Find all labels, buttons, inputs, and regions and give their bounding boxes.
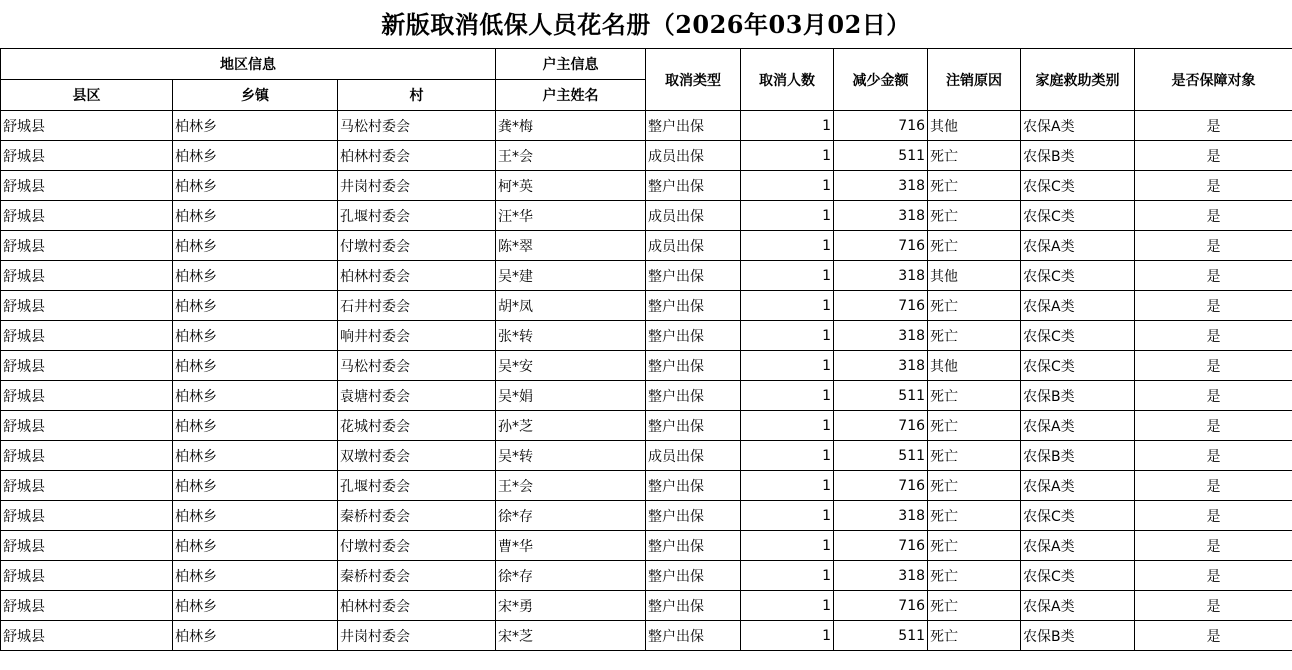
cell-cancel-count: 1 <box>741 591 834 621</box>
cell-cancel-reason: 死亡 <box>928 171 1021 201</box>
cell-cancel-type: 整户出保 <box>646 501 741 531</box>
cell-head-name: 胡*凤 <box>496 291 646 321</box>
cell-cancel-reason: 死亡 <box>928 441 1021 471</box>
cell-county: 舒城县 <box>1 111 173 141</box>
table-row <box>1 561 1292 591</box>
cell-cancel-type: 成员出保 <box>646 441 741 471</box>
table-row <box>1 621 1292 651</box>
cell-is-protected: 是 <box>1135 261 1292 291</box>
page-title: 新版取消低保人员花名册（2026年03月02日） <box>381 10 911 39</box>
cell-reduce-amount: 318 <box>834 171 928 201</box>
cell-town: 柏林乡 <box>173 201 338 231</box>
cell-head-name: 宋*勇 <box>496 591 646 621</box>
cell-aid-category: 农保C类 <box>1021 321 1135 351</box>
table-row <box>1 321 1292 351</box>
cell-village: 柏林村委会 <box>338 261 496 291</box>
cell-town: 柏林乡 <box>173 411 338 441</box>
cell-cancel-count: 1 <box>741 441 834 471</box>
cell-head-name: 龚*梅 <box>496 111 646 141</box>
cell-town: 柏林乡 <box>173 561 338 591</box>
cell-is-protected: 是 <box>1135 531 1292 561</box>
cell-county: 舒城县 <box>1 141 173 171</box>
table-row <box>1 441 1292 471</box>
table-row <box>1 201 1292 231</box>
cell-cancel-count: 1 <box>741 351 834 381</box>
table-row <box>1 411 1292 441</box>
cell-head-name: 曹*华 <box>496 531 646 561</box>
cell-town: 柏林乡 <box>173 501 338 531</box>
table-row <box>1 291 1292 321</box>
table-row <box>1 261 1292 291</box>
table-row <box>1 531 1292 561</box>
cell-is-protected: 是 <box>1135 141 1292 171</box>
cell-village: 孔堰村委会 <box>338 471 496 501</box>
cell-aid-category: 农保A类 <box>1021 591 1135 621</box>
cell-head-name: 张*转 <box>496 321 646 351</box>
table-row <box>1 231 1292 261</box>
cell-is-protected: 是 <box>1135 351 1292 381</box>
cell-head-name: 宋*芝 <box>496 621 646 651</box>
cell-town: 柏林乡 <box>173 291 338 321</box>
cell-head-name: 王*会 <box>496 471 646 501</box>
cell-cancel-count: 1 <box>741 381 834 411</box>
cell-cancel-count: 1 <box>741 531 834 561</box>
cell-cancel-reason: 死亡 <box>928 381 1021 411</box>
cell-cancel-type: 成员出保 <box>646 201 741 231</box>
cell-cancel-count: 1 <box>741 501 834 531</box>
cell-reduce-amount: 511 <box>834 381 928 411</box>
cell-aid-category: 农保B类 <box>1021 381 1135 411</box>
cell-reduce-amount: 716 <box>834 111 928 141</box>
cell-is-protected: 是 <box>1135 321 1292 351</box>
cell-cancel-type: 整户出保 <box>646 291 741 321</box>
cell-county: 舒城县 <box>1 471 173 501</box>
cell-aid-category: 农保A类 <box>1021 411 1135 441</box>
cell-village: 石井村委会 <box>338 291 496 321</box>
cell-reduce-amount: 318 <box>834 561 928 591</box>
cell-cancel-count: 1 <box>741 561 834 591</box>
cell-reduce-amount: 318 <box>834 501 928 531</box>
cell-county: 舒城县 <box>1 321 173 351</box>
cell-county: 舒城县 <box>1 261 173 291</box>
header-cancel-count: 取消人数 <box>741 49 834 111</box>
cell-reduce-amount: 716 <box>834 231 928 261</box>
cell-is-protected: 是 <box>1135 381 1292 411</box>
cell-village: 袁塘村委会 <box>338 381 496 411</box>
cell-is-protected: 是 <box>1135 441 1292 471</box>
cell-aid-category: 农保B类 <box>1021 141 1135 171</box>
cell-county: 舒城县 <box>1 231 173 261</box>
cell-cancel-type: 整户出保 <box>646 531 741 561</box>
cell-village: 马松村委会 <box>338 351 496 381</box>
header-head-group: 户主信息 <box>496 49 646 80</box>
cell-cancel-count: 1 <box>741 321 834 351</box>
cell-head-name: 吴*安 <box>496 351 646 381</box>
cell-cancel-reason: 死亡 <box>928 411 1021 441</box>
cell-cancel-type: 整户出保 <box>646 591 741 621</box>
cell-village: 井岗村委会 <box>338 171 496 201</box>
cell-reduce-amount: 716 <box>834 411 928 441</box>
cell-cancel-count: 1 <box>741 201 834 231</box>
cell-village: 柏林村委会 <box>338 591 496 621</box>
cell-is-protected: 是 <box>1135 171 1292 201</box>
cell-is-protected: 是 <box>1135 591 1292 621</box>
cell-county: 舒城县 <box>1 561 173 591</box>
cell-county: 舒城县 <box>1 621 173 651</box>
cell-head-name: 孙*芝 <box>496 411 646 441</box>
cell-reduce-amount: 318 <box>834 351 928 381</box>
cell-reduce-amount: 511 <box>834 621 928 651</box>
table-row <box>1 141 1292 171</box>
header-county: 县区 <box>1 80 173 111</box>
cell-cancel-type: 整户出保 <box>646 351 741 381</box>
cell-aid-category: 农保A类 <box>1021 471 1135 501</box>
cell-cancel-reason: 死亡 <box>928 201 1021 231</box>
cell-is-protected: 是 <box>1135 501 1292 531</box>
cell-cancel-type: 整户出保 <box>646 561 741 591</box>
cell-village: 井岗村委会 <box>338 621 496 651</box>
cell-cancel-type: 整户出保 <box>646 381 741 411</box>
header-cancel-type: 取消类型 <box>646 49 741 111</box>
cell-reduce-amount: 716 <box>834 531 928 561</box>
cell-is-protected: 是 <box>1135 561 1292 591</box>
cell-town: 柏林乡 <box>173 141 338 171</box>
cell-village: 付墩村委会 <box>338 231 496 261</box>
table-row <box>1 591 1292 621</box>
cell-town: 柏林乡 <box>173 321 338 351</box>
cell-is-protected: 是 <box>1135 621 1292 651</box>
cell-cancel-count: 1 <box>741 111 834 141</box>
cell-cancel-reason: 死亡 <box>928 531 1021 561</box>
table-row <box>1 111 1292 141</box>
cell-aid-category: 农保B类 <box>1021 621 1135 651</box>
cell-county: 舒城县 <box>1 351 173 381</box>
cell-cancel-count: 1 <box>741 261 834 291</box>
cell-head-name: 徐*存 <box>496 501 646 531</box>
cell-cancel-count: 1 <box>741 171 834 201</box>
cell-aid-category: 农保A类 <box>1021 531 1135 561</box>
cell-county: 舒城县 <box>1 171 173 201</box>
cell-reduce-amount: 318 <box>834 321 928 351</box>
cell-town: 柏林乡 <box>173 381 338 411</box>
cell-cancel-type: 成员出保 <box>646 141 741 171</box>
cell-village: 响井村委会 <box>338 321 496 351</box>
cell-aid-category: 农保C类 <box>1021 501 1135 531</box>
cell-cancel-reason: 死亡 <box>928 621 1021 651</box>
cell-is-protected: 是 <box>1135 471 1292 501</box>
cell-aid-category: 农保C类 <box>1021 561 1135 591</box>
cell-cancel-reason: 死亡 <box>928 561 1021 591</box>
cell-town: 柏林乡 <box>173 261 338 291</box>
cell-town: 柏林乡 <box>173 531 338 561</box>
cell-cancel-type: 整户出保 <box>646 471 741 501</box>
cell-cancel-reason: 死亡 <box>928 471 1021 501</box>
cell-reduce-amount: 716 <box>834 471 928 501</box>
cell-cancel-count: 1 <box>741 471 834 501</box>
cell-town: 柏林乡 <box>173 111 338 141</box>
cell-aid-category: 农保C类 <box>1021 171 1135 201</box>
cell-village: 秦桥村委会 <box>338 561 496 591</box>
cell-town: 柏林乡 <box>173 591 338 621</box>
table-row <box>1 501 1292 531</box>
cell-county: 舒城县 <box>1 441 173 471</box>
cell-county: 舒城县 <box>1 591 173 621</box>
cell-aid-category: 农保C类 <box>1021 201 1135 231</box>
cell-head-name: 吴*建 <box>496 261 646 291</box>
cell-reduce-amount: 716 <box>834 291 928 321</box>
cell-village: 秦桥村委会 <box>338 501 496 531</box>
cell-head-name: 吴*转 <box>496 441 646 471</box>
cell-cancel-count: 1 <box>741 231 834 261</box>
cell-village: 花城村委会 <box>338 411 496 441</box>
cell-cancel-reason: 死亡 <box>928 321 1021 351</box>
table-row <box>1 471 1292 501</box>
cell-cancel-reason: 死亡 <box>928 291 1021 321</box>
cell-cancel-type: 整户出保 <box>646 411 741 441</box>
cell-town: 柏林乡 <box>173 231 338 261</box>
cell-cancel-reason: 其他 <box>928 261 1021 291</box>
cell-village: 柏林村委会 <box>338 141 496 171</box>
cell-head-name: 王*会 <box>496 141 646 171</box>
cell-village: 双墩村委会 <box>338 441 496 471</box>
cell-county: 舒城县 <box>1 411 173 441</box>
cell-county: 舒城县 <box>1 381 173 411</box>
cell-town: 柏林乡 <box>173 441 338 471</box>
cell-head-name: 吴*娟 <box>496 381 646 411</box>
cell-cancel-count: 1 <box>741 141 834 171</box>
cell-head-name: 徐*存 <box>496 561 646 591</box>
header-cancel-reason: 注销原因 <box>928 49 1021 111</box>
cell-village: 孔堰村委会 <box>338 201 496 231</box>
cell-cancel-count: 1 <box>741 291 834 321</box>
cell-is-protected: 是 <box>1135 201 1292 231</box>
cell-head-name: 汪*华 <box>496 201 646 231</box>
cell-town: 柏林乡 <box>173 171 338 201</box>
header-row-group <box>1 49 1292 80</box>
cell-reduce-amount: 511 <box>834 141 928 171</box>
cell-cancel-type: 整户出保 <box>646 261 741 291</box>
header-region-group: 地区信息 <box>1 49 496 80</box>
cell-cancel-type: 整户出保 <box>646 171 741 201</box>
cell-cancel-reason: 死亡 <box>928 231 1021 261</box>
cell-cancel-reason: 死亡 <box>928 141 1021 171</box>
cell-cancel-count: 1 <box>741 411 834 441</box>
cell-cancel-type: 整户出保 <box>646 111 741 141</box>
cell-county: 舒城县 <box>1 501 173 531</box>
cell-reduce-amount: 511 <box>834 441 928 471</box>
cell-is-protected: 是 <box>1135 111 1292 141</box>
cell-cancel-reason: 其他 <box>928 351 1021 381</box>
cell-reduce-amount: 318 <box>834 261 928 291</box>
cell-village: 付墩村委会 <box>338 531 496 561</box>
cell-reduce-amount: 716 <box>834 591 928 621</box>
cell-county: 舒城县 <box>1 291 173 321</box>
header-town: 乡镇 <box>173 80 338 111</box>
header-is-protected: 是否保障对象 <box>1135 49 1292 111</box>
cell-cancel-reason: 死亡 <box>928 501 1021 531</box>
cell-aid-category: 农保A类 <box>1021 111 1135 141</box>
table-row <box>1 171 1292 201</box>
cell-cancel-count: 1 <box>741 621 834 651</box>
cell-is-protected: 是 <box>1135 411 1292 441</box>
cell-county: 舒城县 <box>1 201 173 231</box>
cell-aid-category: 农保A类 <box>1021 231 1135 261</box>
cell-cancel-type: 成员出保 <box>646 231 741 261</box>
header-village: 村 <box>338 80 496 111</box>
cell-reduce-amount: 318 <box>834 201 928 231</box>
cell-town: 柏林乡 <box>173 351 338 381</box>
cell-head-name: 柯*英 <box>496 171 646 201</box>
cell-county: 舒城县 <box>1 531 173 561</box>
cell-cancel-reason: 其他 <box>928 111 1021 141</box>
cell-cancel-type: 整户出保 <box>646 321 741 351</box>
cell-aid-category: 农保C类 <box>1021 261 1135 291</box>
header-head-name: 户主姓名 <box>496 80 646 111</box>
cell-head-name: 陈*翠 <box>496 231 646 261</box>
cell-aid-category: 农保A类 <box>1021 291 1135 321</box>
table-row <box>1 351 1292 381</box>
cell-town: 柏林乡 <box>173 621 338 651</box>
cell-is-protected: 是 <box>1135 291 1292 321</box>
cell-cancel-type: 整户出保 <box>646 621 741 651</box>
cell-cancel-reason: 死亡 <box>928 591 1021 621</box>
cell-is-protected: 是 <box>1135 231 1292 261</box>
cell-aid-category: 农保B类 <box>1021 441 1135 471</box>
cell-village: 马松村委会 <box>338 111 496 141</box>
cell-aid-category: 农保C类 <box>1021 351 1135 381</box>
header-reduce-amount: 减少金额 <box>834 49 928 111</box>
header-aid-category: 家庭救助类别 <box>1021 49 1135 111</box>
roster-table <box>0 48 1292 651</box>
table-row <box>1 381 1292 411</box>
cell-town: 柏林乡 <box>173 471 338 501</box>
